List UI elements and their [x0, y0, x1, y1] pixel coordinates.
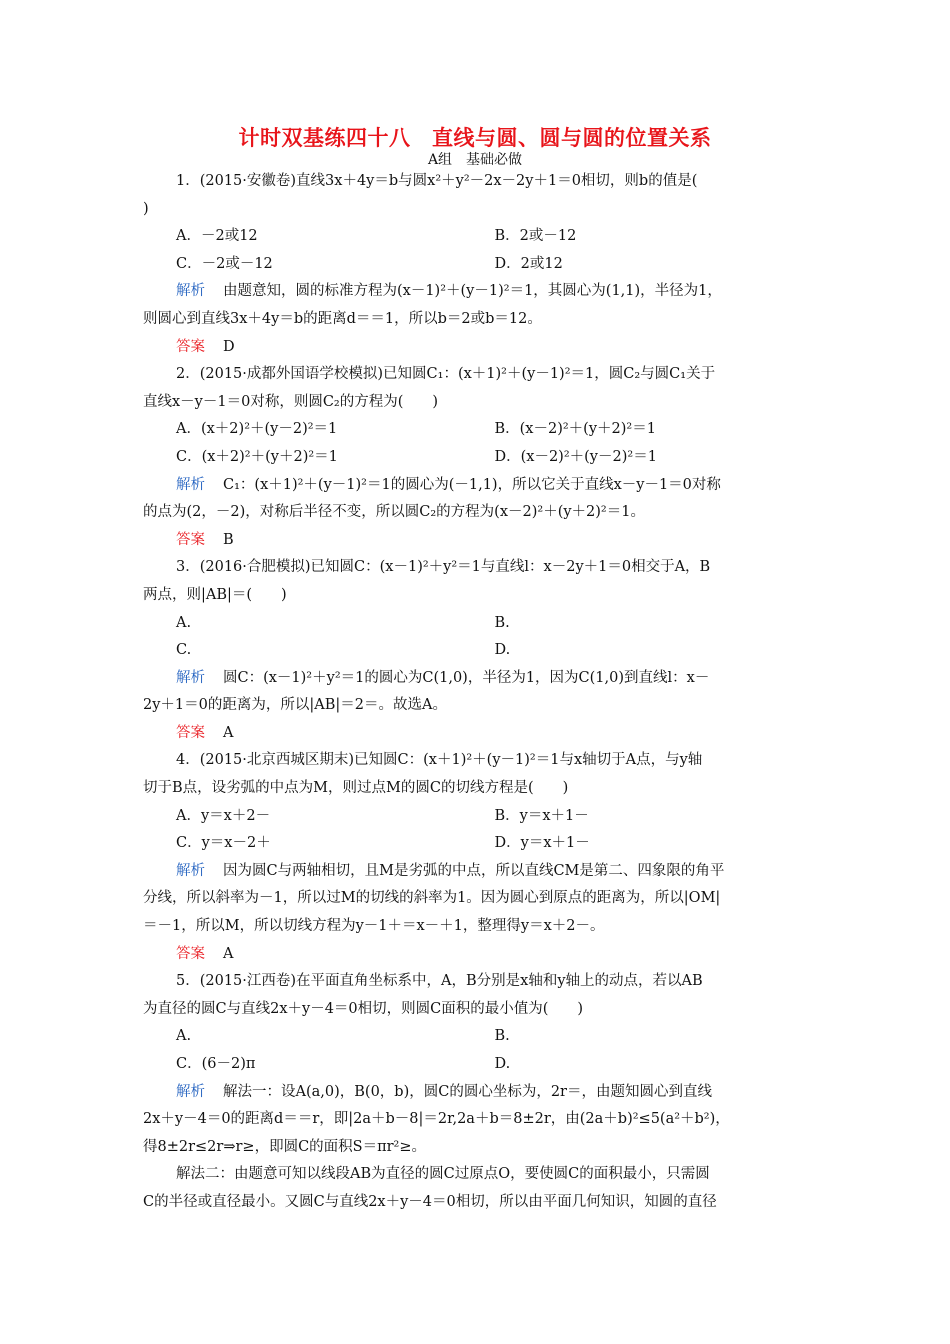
q1-solution-text1: 由题意知，圆的标准方程为(x－1)²＋(y－1)²＝1，其圆心为(1,1)，半径为1，	[223, 283, 722, 300]
q2-answer-value: B	[223, 531, 234, 548]
q3-stem-line1: 3．(2016·合肥模拟)已知圆C：(x－1)²＋y²＝1与直线l：x－2y＋1＝0相交于A，B	[176, 559, 711, 576]
q1-options-row1	[143, 223, 813, 251]
q1-options-row2	[143, 251, 813, 279]
q2-solution-line2: 的点为(2，－2)，对称后半径不变，所以圆C₂的方程为(x－2)²＋(y＋2)²＝1。	[143, 504, 645, 521]
q1-stem-line2: )	[143, 200, 149, 217]
q1-answer-line	[143, 334, 813, 362]
q1-option-c: C．－2或－12	[176, 255, 273, 272]
q1-option-d: D．2或12	[494, 255, 563, 272]
q3-answer-line	[143, 720, 813, 748]
q1-option-a: A．－2或12	[176, 228, 258, 245]
q1-option-b: B．2或－12	[494, 228, 577, 245]
q1-solution-line1	[143, 278, 813, 306]
q4-options-row1	[143, 803, 813, 831]
q3-answer-value: A	[223, 724, 234, 741]
q1-stem-line1: 1．(2015·安徽卷)直线3x＋4y＝b与圆x²＋y²－2x－2y＋1＝0相切，则b的值是(	[176, 173, 698, 189]
q4-solution-line3: ＝－1，所以M，所以切线方程为y－1＋＝x－＋1，整理得y＝x＋2－。	[143, 918, 605, 935]
solution-label: 解析	[176, 862, 205, 879]
q4-option-d: D．y＝x＋1－	[494, 835, 590, 852]
q1-answer-value: D	[223, 338, 235, 355]
q5-solution-line4: 解法二：由题意可知以线段AB为直径的圆C过原点O，要使圆C的面积最小，只需圆	[176, 1166, 710, 1183]
q2-solution-text1: C₁：(x＋1)²＋(y－1)²＝1的圆心为(－1,1)，所以它关于直线x－y－1＝0对称	[223, 476, 721, 493]
q4-stem-line2: 切于B点，设劣弧的中点为M，则过点M的圆C的切线方程是( )	[143, 780, 569, 797]
q5-stem-line2: 为直径的圆C与直线2x＋y－4＝0相切，则圆C面积的最小值为( )	[143, 1000, 584, 1017]
q3-options-row2	[143, 637, 813, 665]
q4-solution-text1: 因为圆C与两轴相切，且M是劣弧的中点，所以直线CM是第二、四象限的角平	[223, 862, 725, 879]
q3-option-d: D.	[494, 642, 511, 659]
q2-stem-line2: 直线x－y－1＝0对称，则圆C₂的方程为( )	[143, 393, 439, 410]
q5-solution-text1: 解法一：设A(a,0)，B(0，b)，圆C的圆心坐标为，2r＝，由题知圆心到直线	[223, 1083, 712, 1100]
solution-label: 解析	[176, 476, 205, 493]
q3-options-row1	[143, 610, 813, 638]
answer-label: 答案	[176, 531, 205, 548]
q2-option-a: A．(x＋2)²＋(y－2)²＝1	[176, 421, 338, 438]
q5-solution-line2: 2x＋y－4＝0的距离d＝＝r，即|2a＋b－8|＝2r,2a＋b＝8±2r，由(2a＋b)²≤5(a²＋b²)，	[143, 1111, 730, 1128]
q3-option-a: A.	[176, 614, 192, 631]
page-title: 计时双基练四十八 直线与圆、圆与圆的位置关系	[238, 126, 712, 150]
q2-stem-line1: 2．(2015·成都外国语学校模拟)已知圆C₁：(x＋1)²＋(y－1)²＝1，圆C₂与圆C₁关于	[176, 366, 716, 383]
q5-options-row2	[143, 1051, 813, 1079]
q5-option-c: C．(6－2)π	[176, 1056, 256, 1072]
q5-solution-line5: C的半径或直径最小。又圆C与直线2x＋y－4＝0相切，所以由平面几何知识，知圆的直径	[143, 1193, 717, 1210]
q2-solution-line1	[143, 472, 813, 500]
q2-option-d: D．(x－2)²＋(y－2)²＝1	[494, 448, 657, 465]
q5-solution-line3: 得8±2r≤2r⇒r≥，即圆C的面积S＝πr²≥。	[143, 1138, 427, 1155]
q2-option-c: C．(x＋2)²＋(y＋2)²＝1	[176, 448, 338, 465]
answer-label: 答案	[176, 724, 205, 741]
q3-option-c: C.	[176, 642, 192, 659]
q5-option-d: D.	[494, 1056, 511, 1072]
q3-option-b: B.	[494, 614, 510, 631]
solution-label: 解析	[176, 669, 205, 686]
q4-solution-line2: 分线，所以斜率为－1，所以过M的切线的斜率为1。因为圆心到原点的距离为，所以|OM|	[143, 890, 721, 907]
solution-label: 解析	[176, 1083, 205, 1100]
q4-answer-line	[143, 941, 813, 969]
q1-solution-line2: 则圆心到直线3x＋4y＝b的距离d＝＝1，所以b＝2或b＝12。	[143, 310, 542, 327]
q4-solution-line1	[143, 858, 813, 886]
q2-answer-line	[143, 527, 813, 555]
section-subtitle: A组 基础必做	[427, 152, 523, 168]
document-body	[143, 168, 813, 1217]
q5-option-a: A.	[176, 1028, 192, 1045]
answer-label: 答案	[176, 338, 205, 355]
q4-option-c: C．y＝x－2＋	[176, 835, 271, 852]
answer-label: 答案	[176, 945, 205, 962]
q5-options-row1	[143, 1023, 813, 1051]
q4-option-a: A．y＝x＋2－	[176, 807, 271, 824]
q3-solution-line1	[143, 665, 813, 693]
solution-label: 解析	[176, 283, 205, 300]
q4-stem-line1: 4．(2015·北京西城区期末)已知圆C：(x＋1)²＋(y－1)²＝1与x轴切于A点，与y轴	[176, 752, 703, 769]
q3-solution-text1: 圆C：(x－1)²＋y²＝1的圆心为C(1,0)，半径为1，因为C(1,0)到直线l：x－	[223, 669, 710, 686]
q4-option-b: B．y＝x＋1－	[494, 807, 589, 824]
q4-answer-value: A	[223, 945, 234, 962]
q5-solution-line1	[143, 1079, 813, 1107]
q3-solution-line2: 2y＋1＝0的距离为，所以|AB|＝2＝。故选A。	[143, 697, 447, 714]
q2-option-b: B．(x－2)²＋(y＋2)²＝1	[494, 421, 656, 438]
q4-options-row2	[143, 830, 813, 858]
q5-stem-line1: 5．(2015·江西卷)在平面直角坐标系中，A，B分别是x轴和y轴上的动点，若以AB	[176, 973, 703, 990]
q3-stem-line2: 两点，则|AB|＝( )	[143, 586, 287, 603]
q2-options-row2	[143, 444, 813, 472]
q2-options-row1	[143, 416, 813, 444]
q5-option-b: B.	[494, 1028, 510, 1045]
